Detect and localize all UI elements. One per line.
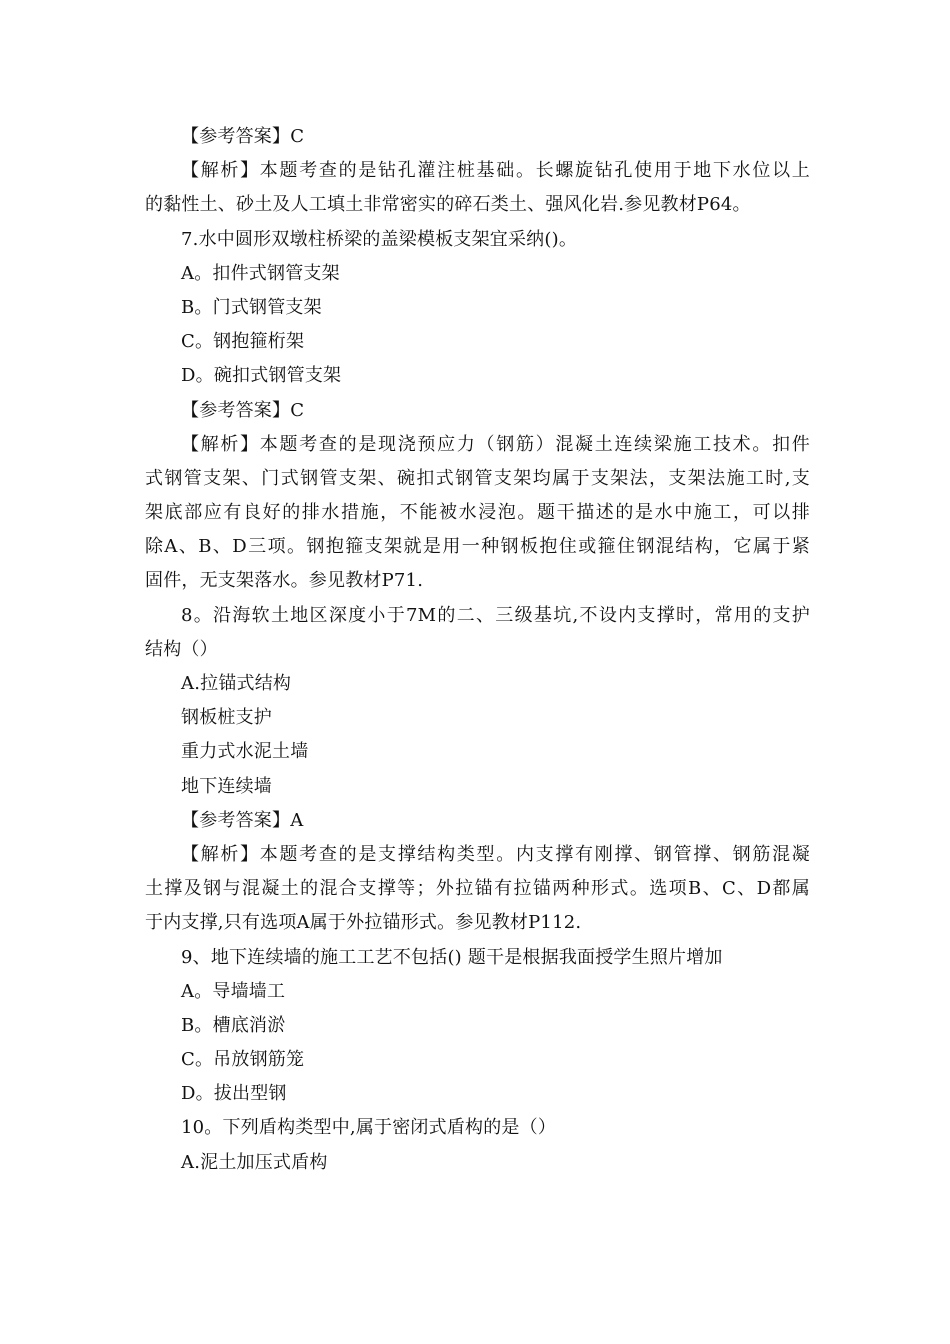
text-line: 地下连续墙 [181,775,272,797]
text-line: B。槽底消淤 [181,1014,286,1036]
text-line: 【解析】本题考查的是支撑结构类型。内支撑有刚撑、钢管撑、钢筋混凝 [181,843,810,865]
text-line: 固件，无支架落水。参见教材P71. [145,570,424,592]
text-line: A.拉锚式结构 [181,673,292,694]
text-line: 于内支撑,只有选项A属于外拉锚形式。参见教材P112. [145,912,582,934]
text-line: 10。下列盾构类型中,属于密闭式盾构的是（） [181,1117,557,1139]
text-line: 7.水中圆形双墩柱桥梁的盖梁模板支架宜采纳()。 [181,228,578,250]
text-line: 土撑及钢与混凝土的混合支撑等；外拉锚有拉锚两种形式。选项B、C、D都属 [145,878,810,900]
text-line: A.泥土加压式盾构 [181,1151,328,1173]
text-line: 的黏性土、砂土及人工填土非常密实的碎石类土、强风化岩.参见教材P64。 [145,194,751,216]
document-page [145,120,810,1180]
text-line: A。导墙墙工 [181,980,286,1002]
text-line: 8。沿海软土地区深度小于7M的二、三级基坑,不设内支撑时，常用的支护 [181,604,810,626]
text-line: 【解析】本题考查的是钻孔灌注桩基础。长螺旋钻孔使用于地下水位以上 [181,160,810,182]
text-line: 【参考答案】C [181,399,305,421]
text-line: 钢板桩支护 [181,707,272,729]
text-line: C。钢抱箍桁架 [181,331,305,353]
text-line: 【参考答案】A [181,809,304,831]
text-line: 式钢管支架、门式钢管支架、碗扣式钢管支架均属于支架法，支架法施工时,支 [145,467,810,489]
text-line: 架底部应有良好的排水措施，不能被水浸泡。题干描述的是水中施工，可以排 [145,502,810,524]
text-line: 【解析】本题考查的是现浇预应力（钢筋）混凝土连续梁施工技术。扣件 [181,433,810,455]
text-line: 9、地下连续墙的施工工艺不包括() 题干是根据我面授学生照片增加 [181,946,723,968]
text-line: B。门式钢管支架 [181,296,322,318]
text-line: D。拔出型钢 [181,1083,287,1105]
text-line: 重力式水泥土墙 [181,741,309,763]
text-line: D。碗扣式钢管支架 [181,365,342,387]
text-line: C。吊放钢筋笼 [181,1049,305,1071]
text-line: 除A、B、D三项。钢抱箍支架就是用一种钢板抱住或箍住钢混结构，它属于紧 [145,536,810,558]
text-line: 【参考答案】C [181,126,305,147]
text-line: 结构（） [145,638,218,660]
text-line: A。扣件式钢管支架 [181,262,340,284]
